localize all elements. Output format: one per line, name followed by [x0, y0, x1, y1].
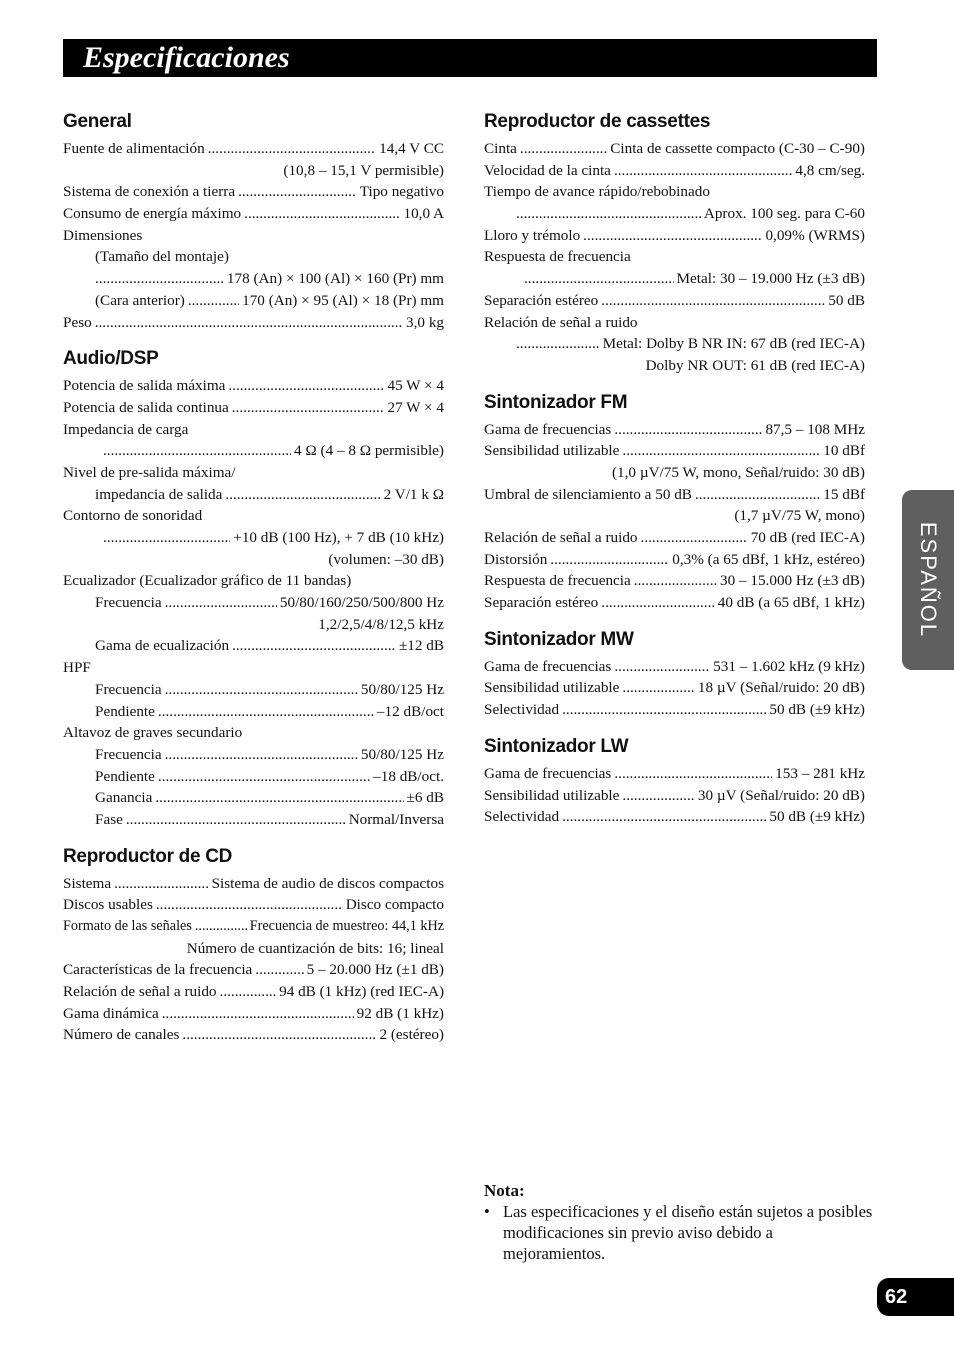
spec-label: Velocidad de la cinta [484, 161, 611, 179]
spec-value: 50 dB [828, 291, 865, 309]
section-heading-audio-dsp: Audio/DSP [63, 348, 159, 370]
right-column [484, 110, 865, 842]
spec-row [63, 894, 444, 916]
spec-value: Número de cuantización de bits: 16; lineal [186, 939, 444, 957]
spec-row [63, 312, 444, 334]
language-side-tab [902, 490, 954, 670]
spec-label: Potencia de salida máxima [63, 377, 226, 395]
spec-row [63, 419, 444, 441]
spec-label: Frecuencia [95, 745, 162, 763]
spec-value: 531 – 1.602 kHz (9 kHz) [713, 657, 865, 675]
spec-row [63, 549, 444, 571]
spec-value: Metal: 30 – 19.000 Hz (±3 dB) [676, 270, 865, 288]
spec-label: Formato de las señales [63, 918, 192, 934]
spec-value: 5 – 20.000 Hz (±1 dB) [306, 961, 444, 979]
spec-row [63, 635, 444, 657]
spec-label: Peso [63, 313, 92, 331]
page-title-bar [63, 39, 877, 77]
spec-label: Respuesta de frecuencia [484, 248, 631, 266]
page-title: Especificaciones [83, 41, 290, 74]
spec-label: Sistema de conexión a tierra [63, 183, 236, 201]
spec-row [63, 203, 444, 225]
spec-label: Número de canales [63, 1026, 180, 1044]
spec-row [63, 160, 444, 182]
left-column [63, 110, 444, 1060]
spec-value: 50 dB (±9 kHz) [769, 701, 865, 719]
section-mw [484, 628, 865, 721]
spec-value: 70 dB (red IEC-A) [750, 529, 865, 546]
spec-value: (1,0 µV/75 W, mono, Señal/ruido: 30 dB) [611, 463, 865, 481]
spec-row [63, 181, 444, 203]
spec-value: 10 dBf [823, 442, 865, 460]
spec-value: Tipo negativo [359, 183, 444, 201]
spec-value: Metal: Dolby B NR IN: 67 dB (red IEC-A) [602, 335, 865, 353]
section-cd [63, 845, 444, 1047]
spec-label: Impedancia de carga [63, 420, 189, 438]
spec-label: Pendiente [95, 767, 155, 785]
spec-label: impedancia de salida [95, 485, 223, 503]
spec-row [484, 333, 865, 355]
section-general [63, 110, 444, 333]
spec-row [63, 246, 444, 268]
spec-value: –12 dB/oct [376, 702, 444, 720]
spec-value: 15 dBf [823, 485, 865, 503]
spec-value: –18 dB/oct. [373, 767, 444, 785]
spec-label: Relación de señal a ruido [63, 983, 217, 1001]
spec-row [63, 484, 444, 506]
spec-row [63, 614, 444, 636]
spec-row [63, 787, 444, 809]
spec-label: Dimensiones [63, 226, 143, 244]
page-number-tab [877, 1278, 954, 1316]
spec-label: Ganancia [95, 789, 153, 807]
spec-value: 92 dB (1 kHz) [356, 1004, 444, 1022]
spec-row [63, 397, 444, 419]
spec-row [63, 570, 444, 592]
spec-value: (1,7 µV/75 W, mono) [734, 507, 865, 525]
spec-label: Umbral de silenciamiento a 50 dB [484, 485, 692, 503]
spec-row [484, 312, 865, 334]
spec-row [484, 268, 865, 290]
spec-value: 10,0 A [403, 205, 444, 223]
spec-label: Ecualizador (Ecualizador gráfico de 11 bandas) [63, 572, 352, 590]
spec-value: ±6 dB [406, 789, 444, 807]
spec-label: Discos usables [63, 896, 153, 914]
spec-row [484, 484, 865, 506]
spec-row [484, 181, 865, 203]
spec-value: 45 W × 4 [387, 377, 444, 395]
spec-row [63, 592, 444, 614]
spec-value: 30 µV (Señal/ruido: 20 dB) [697, 786, 865, 804]
note-bullet-item [484, 1201, 874, 1264]
spec-value: 27 W × 4 [387, 398, 444, 416]
spec-label: Selectividad [484, 701, 560, 719]
spec-row [63, 268, 444, 290]
spec-row [484, 763, 865, 785]
spec-label: Fuente de alimentación [63, 140, 205, 157]
spec-label: Potencia de salida continua [63, 398, 229, 416]
spec-row [63, 505, 444, 527]
spec-label: (Cara anterior) [95, 291, 185, 309]
spec-row [63, 938, 444, 960]
bullet-icon: • [484, 1202, 490, 1221]
spec-row [63, 440, 444, 462]
spec-row [484, 592, 865, 614]
section-heading-cd: Reproductor de CD [63, 845, 233, 867]
spec-value: 2 V/1 k Ω [383, 485, 444, 503]
spec-value: 2 (estéreo) [379, 1026, 444, 1044]
spec-value: 18 µV (Señal/ruido: 20 dB) [697, 679, 865, 697]
section-lw [484, 735, 865, 828]
spec-row [63, 225, 444, 247]
spec-row [484, 160, 865, 182]
spec-label: Relación de señal a ruido [484, 313, 638, 331]
spec-row [484, 225, 865, 247]
spec-value: ±12 dB [398, 637, 444, 655]
spec-label: Distorsión [484, 550, 548, 568]
spec-label: Gama de frecuencias [484, 657, 612, 675]
spec-row [63, 657, 444, 679]
spec-row [63, 527, 444, 549]
spec-value: Aprox. 100 seg. para C-60 [703, 205, 865, 223]
spec-label: Gama de ecualización [95, 637, 230, 655]
page-number: 62 [885, 1286, 908, 1308]
spec-row [484, 138, 865, 160]
spec-value: Sistema de audio de discos compactos [211, 874, 444, 892]
spec-label: Relación de señal a ruido [484, 529, 638, 546]
spec-value: (10,8 – 15,1 V permisible) [283, 161, 444, 179]
spec-label: Gama dinámica [63, 1004, 159, 1022]
spec-value: 178 (An) × 100 (Al) × 160 (Pr) mm [226, 270, 444, 288]
spec-row [63, 981, 444, 1003]
spec-row [484, 440, 865, 462]
spec-label: Sistema [63, 874, 112, 892]
spec-row [63, 1003, 444, 1025]
spec-value: Disco compacto [345, 896, 444, 914]
spec-value: 4,8 cm/seg. [795, 161, 865, 179]
spec-value: 153 – 281 kHz [775, 764, 865, 782]
section-cassette [484, 110, 865, 377]
spec-value: 0,3% (a 65 dBf, 1 kHz, estéreo) [672, 550, 865, 568]
spec-row [63, 722, 444, 744]
section-heading-general: General [63, 111, 132, 132]
spec-row [63, 375, 444, 397]
spec-value: 50 dB (±9 kHz) [769, 808, 865, 826]
spec-value: 3,0 kg [406, 313, 444, 331]
spec-label: Frecuencia [95, 680, 162, 698]
spec-value: 4 Ω (4 – 8 Ω permisible) [294, 442, 444, 460]
spec-label: Separación estéreo [484, 291, 599, 309]
spec-label: Selectividad [484, 808, 560, 826]
spec-row [484, 355, 865, 377]
spec-value: 87,5 – 108 MHz [765, 420, 865, 438]
spec-label: Sensibilidad utilizable [484, 786, 620, 804]
spec-value: 50/80/125 Hz [360, 680, 444, 698]
spec-row [484, 677, 865, 699]
language-label: ESPAÑOL [916, 521, 941, 639]
section-heading-mw: Sintonizador MW [484, 628, 634, 650]
spec-label: Características de la frecuencia [63, 961, 253, 979]
spec-row [63, 916, 444, 938]
spec-row [484, 699, 865, 721]
spec-label: Altavoz de graves secundario [63, 724, 243, 742]
spec-row [63, 679, 444, 701]
spec-row [63, 701, 444, 723]
section-heading-lw: Sintonizador LW [484, 735, 629, 757]
spec-label: Cinta [484, 140, 517, 157]
spec-row [63, 744, 444, 766]
spec-label: Separación estéreo [484, 594, 599, 612]
spec-row [484, 806, 865, 828]
note-block [484, 1180, 874, 1264]
spec-value: (volumen: –30 dB) [328, 550, 444, 568]
spec-row [63, 138, 444, 160]
spec-label: Contorno de sonoridad [63, 507, 203, 525]
spec-value: 0,09% (WRMS) [765, 226, 865, 244]
spec-value: 50/80/160/250/500/800 Hz [279, 594, 444, 612]
spec-row [484, 462, 865, 484]
note-heading: Nota: [484, 1181, 525, 1200]
spec-value: Normal/Inversa [348, 810, 444, 828]
spec-label: Lloro y trémolo [484, 226, 581, 244]
section-audio-dsp [63, 347, 444, 830]
spec-value: +10 dB (100 Hz), + 7 dB (10 kHz) [233, 529, 444, 546]
spec-row [63, 462, 444, 484]
spec-row [63, 766, 444, 788]
spec-label: Nivel de pre-salida máxima/ [63, 463, 236, 481]
note-text: Las especificaciones y el diseño están sujetos a posibles modificaciones sin previo aviso debido a mejoramientos. [503, 1202, 873, 1263]
spec-row [484, 290, 865, 312]
spec-label: Consumo de energía máximo [63, 205, 242, 223]
spec-row [484, 549, 865, 571]
spec-label: Gama de frecuencias [484, 420, 612, 438]
spec-value: 50/80/125 Hz [360, 745, 444, 763]
spec-value: Frecuencia de muestreo: 44,1 kHz [249, 918, 444, 934]
spec-row [484, 419, 865, 441]
spec-label: (Tamaño del montaje) [95, 248, 229, 266]
section-heading-cassette: Reproductor de cassettes [484, 111, 711, 132]
spec-row [484, 246, 865, 268]
spec-value: 30 – 15.000 Hz (±3 dB) [719, 572, 865, 590]
spec-row [484, 656, 865, 678]
spec-value: 170 (An) × 95 (Al) × 18 (Pr) mm [242, 291, 444, 309]
spec-label: HPF [63, 659, 91, 677]
spec-value: 40 dB (a 65 dBf, 1 kHz) [717, 594, 865, 612]
spec-value: 14,4 V CC [379, 140, 444, 157]
spec-value: 94 dB (1 kHz) (red IEC-A) [279, 983, 444, 1001]
spec-row [484, 203, 865, 225]
spec-row [63, 809, 444, 831]
spec-row [63, 959, 444, 981]
spec-label: Fase [95, 810, 123, 828]
spec-row [63, 873, 444, 895]
spec-row [484, 570, 865, 592]
spec-row [484, 527, 865, 549]
spec-label: Tiempo de avance rápido/rebobinado [484, 183, 710, 201]
spec-value: Dolby NR OUT: 61 dB (red IEC-A) [645, 356, 865, 374]
spec-row [63, 1024, 444, 1046]
spec-row [63, 290, 444, 312]
spec-label: Frecuencia [95, 594, 162, 612]
spec-value: Cinta de cassette compacto (C-30 – C-90) [610, 140, 865, 157]
spec-label: Pendiente [95, 702, 155, 720]
spec-row [484, 505, 865, 527]
section-heading-fm: Sintonizador FM [484, 391, 628, 413]
section-fm [484, 391, 865, 614]
spec-label: Respuesta de frecuencia [484, 572, 631, 590]
spec-label: Gama de frecuencias [484, 764, 612, 782]
spec-value: 1,2/2,5/4/8/12,5 kHz [318, 615, 444, 633]
spec-label: Sensibilidad utilizable [484, 679, 620, 697]
spec-label: Sensibilidad utilizable [484, 442, 620, 460]
spec-row [484, 785, 865, 807]
